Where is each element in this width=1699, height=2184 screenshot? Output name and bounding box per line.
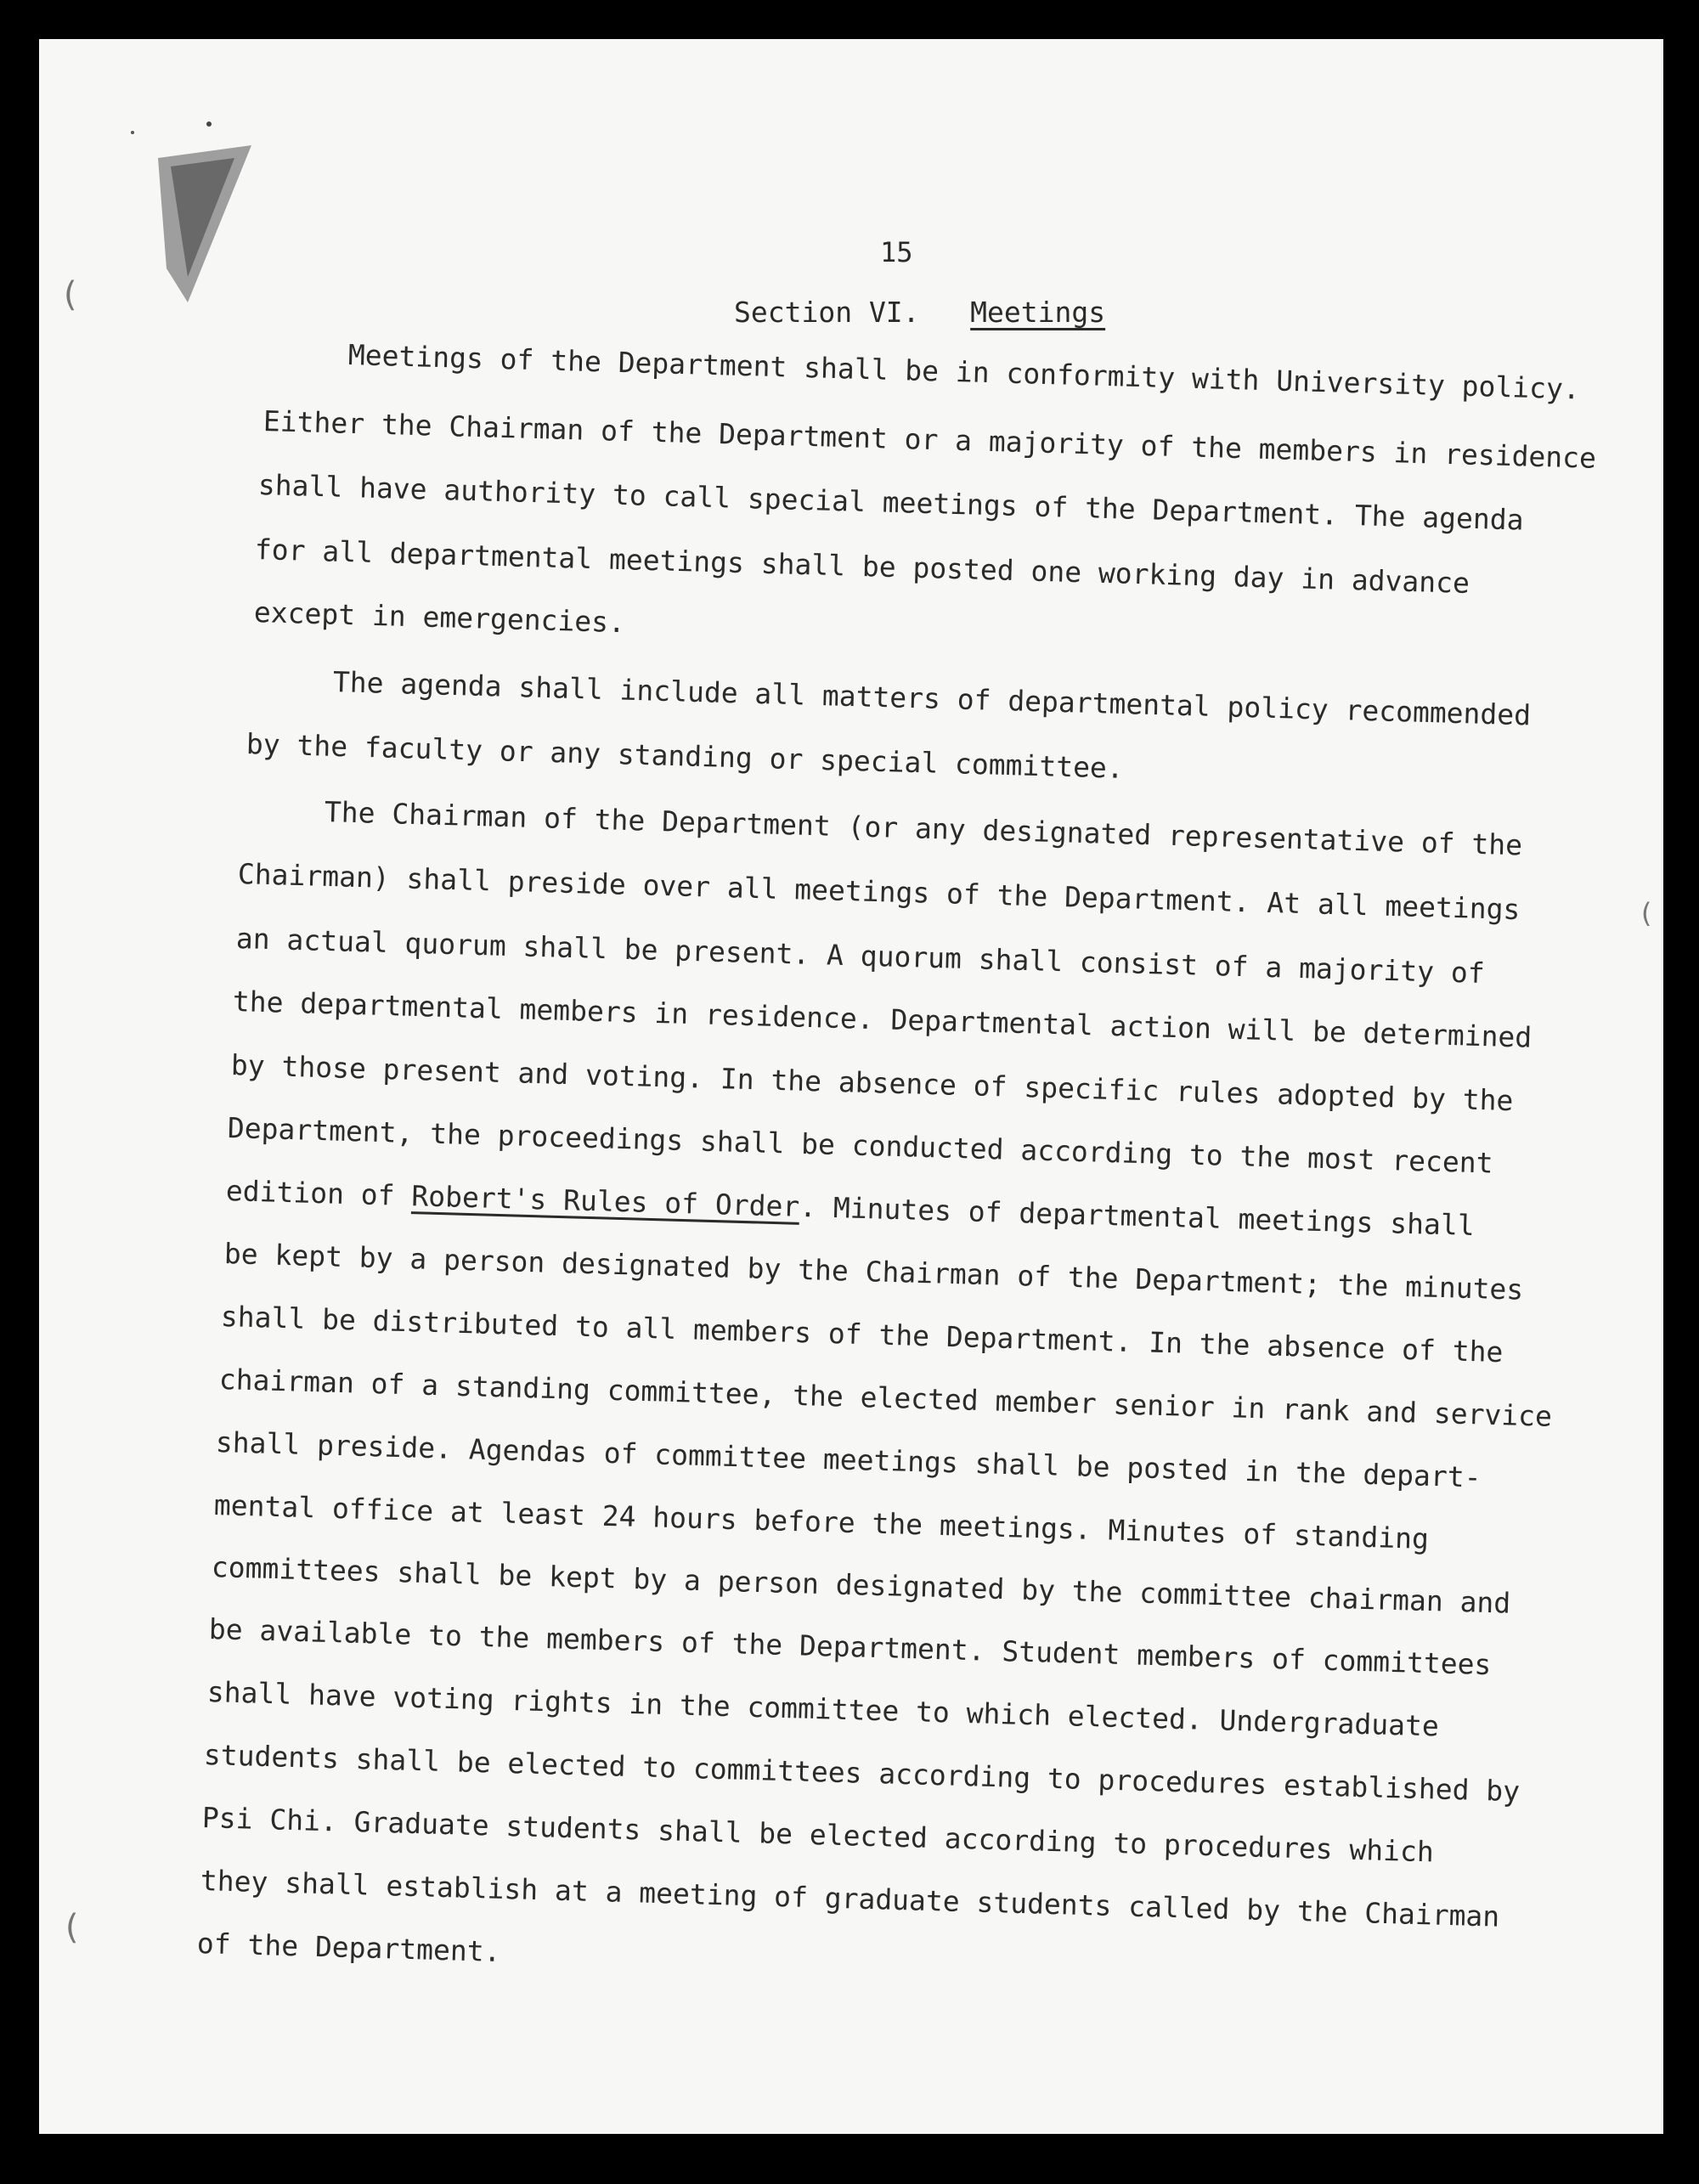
text-segment: . Minutes of departmental meetings shall	[799, 1189, 1476, 1243]
text-line: committees shall be kept by a person designated by the committee chairman and	[211, 1550, 1511, 1620]
document-page	[39, 39, 1663, 2134]
text-line: Either the Chairman of the Department or a majority of the members in residence	[262, 404, 1597, 475]
text-line: Chairman) shall preside over all meetings of the Department. At all meetings	[237, 857, 1521, 927]
text-line: an actual quorum shall be present. A quorum shall consist of a majority of	[235, 922, 1486, 990]
text-line: shall have authority to call special meetings of the Department. The agenda	[257, 468, 1525, 537]
text-line: for all departmental meetings shall be posted one working day in advance	[254, 533, 1470, 600]
text-line: students shall be elected to committees according to procedures established by	[203, 1738, 1521, 1809]
text-line	[225, 1174, 1475, 1242]
text-line: except in emergencies.	[253, 595, 626, 640]
margin-mark: (	[1638, 897, 1655, 929]
text-line: by those present and voting. In the absence of specific rules adopted by the	[230, 1048, 1514, 1118]
text-line: the departmental members in residence. Departmental action will be determined	[232, 985, 1532, 1054]
text-line: of the Department.	[196, 1927, 502, 1968]
body-text	[39, 39, 1663, 2134]
text-line: shall be distributed to all members of the Department. In the absence of the	[220, 1300, 1504, 1369]
text-line: by the faculty or any standing or special committee.	[246, 727, 1125, 785]
text-line: Meetings of the Department shall be in conformity with University policy.	[347, 338, 1581, 406]
text-line: chairman of a standing committee, the elected member senior in rank and service	[218, 1363, 1553, 1433]
text-segment: edition of	[225, 1174, 413, 1213]
text-line: be available to the members of the Department. Student members of committees	[208, 1612, 1492, 1682]
text-line: Department, the proceedings shall be conducted according to the most recent	[227, 1111, 1494, 1180]
text-line: shall have voting rights in the committee to which elected. Undergraduate	[206, 1675, 1440, 1743]
citation-title: Robert's Rules of Order	[410, 1179, 800, 1223]
text-line: they shall establish at a meeting of graduate students called by the Chairman	[200, 1864, 1500, 1933]
text-line: The agenda shall include all matters of departmental policy recommended	[332, 665, 1532, 732]
text-line: mental office at least 24 hours before the meetings. Minutes of standing	[213, 1488, 1430, 1555]
margin-mark: (	[61, 1908, 82, 1947]
section-label: Section VI.	[734, 296, 920, 329]
text-line: be kept by a person designated by the Chairman of the Department; the minutes	[223, 1237, 1524, 1306]
text-line: Psi Chi. Graduate students shall be elected according to procedures which	[201, 1801, 1435, 1869]
section-title: Meetings	[970, 296, 1106, 329]
text-line: shall preside. Agendas of committee meetings shall be posted in the depart-	[215, 1425, 1482, 1494]
text-line: The Chairman of the Department (or any designated representative of the	[324, 795, 1523, 862]
margin-mark: (	[59, 275, 81, 314]
page-number: 15	[880, 236, 913, 268]
